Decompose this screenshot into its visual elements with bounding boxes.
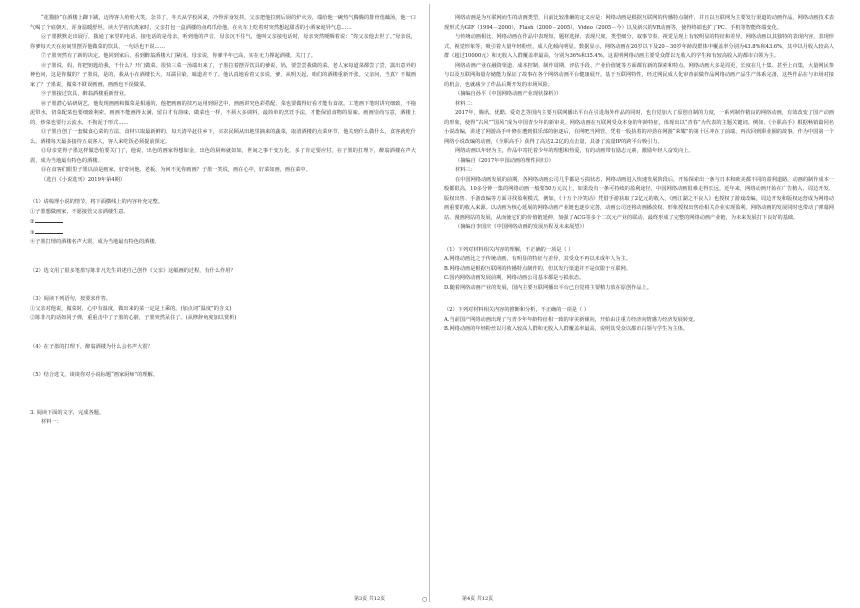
question-5: （5）结合选文，谈谈你对小说标题“画家厨师”的理解。	[30, 372, 158, 378]
material-paragraph: 网络动画以年轻为主，作品中寄托着少年的理想和热爱，有的动画带有励志元素，激励年轻人奋发向上。	[455, 148, 694, 154]
material-source: （摘编自孙平《中国网络动画产业现状探析》）	[455, 91, 562, 97]
material-paragraph: 与传统动画相比，网络动画在作品中表现短，题材选择、表现尺度、类型细分，叙事节奏、视觉呈现上有较明显的特征和差异。网络动画以其独特的表现内容，表现形式，视觉形象等，吸引着大量年轻粉丝，成人化倾向明显。数据显示，网络动画在20岁以下及20－30岁年龄段群体中覆盖率分别为43.8%和43.6%，其中以月收入较高人群（超过10000元）和无收入人群覆盖率最高，分别为36%和35.4%。这说明网络动画主要受众群以无收入的学生和有较高收入的都市白领为主。	[444, 34, 834, 59]
right-page	[430, 0, 860, 608]
question-3-item: ①父亲对他说，做菜时，心中有温度，做出来的菜一定是上乘的。(加点词“温度”的含义)	[30, 305, 232, 312]
mc-option: B.网络动画的年轻粉丝以月收入较高人群和无收入人群覆盖率最高，说明其受众以都市白领与学生为主体。	[444, 326, 689, 332]
material-source: （摘编自李国庆《中国网络动画的发展历程及未来展望》）	[455, 224, 588, 230]
question-2: （2）选文用了很多笔墨写陈非凡先生讲述自己创作《父亲》这幅画的过程，有什么作用？	[30, 267, 236, 274]
question-1: （1）请梳理小说的情节，将下面横线上的内容补充完整。	[30, 199, 163, 205]
material-3-label: 材料三：	[455, 167, 476, 173]
question-4: （4）在子墨的打理下，醉翁酒楼为什么会名声大震？	[30, 343, 153, 350]
page-number-right: 第4页 共12页	[462, 596, 494, 602]
story-paragraph: ⑨子墨接过饮具，醉翁酒楼重新营业。	[41, 91, 130, 97]
material-paragraph: 2017年，腾讯、优酷、爱奇艺等国内主要互联网播出平台在引进海外作品的同时，也自觉加大了原创自制的力度，一系列制作精良的网络动画，有效改变了国产动画的形象，使得“古风”“国风”成为中国青少年的新审美。网络动画在互联网受众本身的年龄特征，体现出以“青春”为代表的主题关键词。例如，《全职高手》根据畅销篇同名小说改编，讲述了网游高手叶修在遭到俱乐部的驱逐后，在网吧当网管，凭着一股执着的冲劲在网游“荣耀”的第十区冲在了前端，再次回到职业圈的故事。作为中国第一个网络小说改编的动画，《全职高手》获得了高达2.2亿的点击量，具备了流量IP的跨平台吸引力。	[444, 110, 834, 145]
answer-blank-label: ③	[30, 229, 35, 236]
question-3-item: ②陈非凡的话如同子弹，重重击中了子墨的心脏，子墨突然呆住了。(从修辞角度加以赏析)	[30, 315, 237, 321]
mc-question-2: （2）下列对材料相关内容的推断和分析，不正确的一项是（ ）	[444, 307, 590, 313]
page-number-left: 第3页 共12页	[354, 596, 386, 602]
mc-option: A.网络动画比之于传统动画，有明显的特征与差异，其受众不再以未成年人为主。	[444, 256, 631, 262]
mc-question-1: （1）下列对材料相关内容的理解，不正确的一项是（ ）	[444, 246, 574, 253]
story-source: （选自《小说选刊》2019年第4期）	[41, 176, 125, 183]
answer-line: ④子墨打理的酒楼名声大震，成为当地最有特色的酒楼。	[30, 239, 160, 245]
question-3-heading: 3. 阅读下面的文字，完成各题。	[30, 409, 105, 416]
story-paragraph: ⑧子墨说，妈，你把钥匙给我，干什么？开门做菜。很快三菜一汤端出来了，子墨拉着摆弄饮具的爹说，妈，要尝尝我做的菜。老人家每道菜都尝了尝，露出意外的神色问，这是你做的？子墨说，是的，我从小在酒楼长大，耳濡目染，味道差不了。他认真地看着父亲说，爹，从明天起，咱们的酒楼重新开张。父亲问，当真？不做画家了？子墨说，做菜不耽误画画，画画也不误做菜。	[30, 62, 416, 88]
story-paragraph: ⑦子墨突然有了新的决定。他回到家后，看到醉翁酒楼大门紧闭。母亲说，你爹半年已高，实在无力撑起酒楼，关门了。	[41, 53, 316, 59]
mc-option: C.国内网络动画发展前期，网络动画公司基本都是亏损状态。	[444, 275, 585, 281]
answer-blank[interactable]	[35, 228, 63, 234]
mc-option: B.网络动画是根据互联网的传播特点制作的，但其发行渠道并不是仅限于互联网。	[444, 265, 632, 272]
material-2-label: 材料二：	[455, 100, 476, 107]
story-paragraph: “花猫脸”在酒楼上蹿下跳，迈得客人哈哈大笑。念书了，冬天从学校回来，冷得浑身发抖，父亲把他拉到后厨的炉火旁，端给他一碗热气腾腾的排骨莲藕汤，他一口气喝了个底朝天，浑身温暖舒坦。读大学初次离家时，父亲打包一盒酒楼的卤鸡爪给他，在火车上吃着时突然想起甜香的小酒家诡异气息……	[30, 15, 416, 31]
material-source: （摘编自《2017年中国动画的理性回归》）	[455, 157, 554, 164]
answer-blank-label: ②	[30, 219, 35, 225]
mc-option: A.当前国产网络动画出现了与青少年年龄特征相一致的审美新倾向，开始由注重力经济向情感力经济发展转变。	[444, 316, 699, 323]
answer-blank[interactable]	[35, 217, 63, 223]
mc-option: D.随着网络动画产业的发展，国内主要互联网播出平台已自觉将主要精力放在原创作品上。	[444, 284, 652, 291]
story-paragraph: ⑫母亲觉得子墨这样做恐怕要关门了，他说，出色的画家得想如金，出色的厨师就如如，世间之事千变万化，多了肯定要应付。在子墨的打理下，醉翁酒楼在声大震，成为当地最有特色的酒楼。	[30, 148, 416, 164]
story-paragraph: ⑬在食客们眼里子墨以前是画家，好奇问他，老板，为何不见你画画？子墨一笑说，画在心中，好菜如画，画在菜中。	[41, 167, 311, 173]
story-paragraph: ⑪子墨自创了一套做食心菜的方法，食材只取最新鲜的，每天清早赶往乡下，买农民顾从田地里摘来的蔬菜，取清酒楼的点菜环节，他关到什么做什么，食客就吃什么。酒楼每天最多接待五桌客人，客人来吃饭必须提前预定。	[30, 129, 416, 145]
material-paragraph: 网络动画是为互联网而生的动画类型，目前比较准确的定义应是：网络动画是根据互联网的传播特点制作，并且以互联网为主要发行渠道的动画作品。网络动画技术表现形式为GIF（1994－2000），Flash（2000－2005），Video（2005－今）以及新兴的VR动画等，使得终端也扩了PC、手机等智能终端变化。	[444, 15, 834, 31]
story-paragraph: ⑩子墨潜心钻研厨艺，他发现画画和做菜是相通的，他把画画的技巧运用到厨艺中，画画讲究色彩搭配，菜也要做得好看才能有食欲。工笔画下笔时讲究细致，不拖泥带水，切菜配菜也要细致利索。画画不能画得太满，留白才有韵味，做菜也一样，不须大多调料，最简单的烹饪手法，才能保留食物的原味。画画崇尚写意，酒楼上的，炒菜也要行云流水，不拘泥于形式……	[30, 100, 416, 126]
story-paragraph: ⑥子墨默默走出展厅，拨通了家里的电话。接电话的是母亲，听到他的声音，母亲沉不住气，他叫父亲接电话时，母亲突然哽咽着说：“你父亲他去世了。”母亲说，你爹每天天在房间里摆弄他做菜的饮具，一句话也不说……	[30, 34, 416, 50]
answer-line	[30, 228, 416, 239]
material-1-label: 材料一：	[41, 419, 62, 425]
material-paragraph: 网络动画产业在融资渠道、成本控制、制作周期、评估手段、产业价值链等方面都有新的探索和特点。网络动画大多是周更，长度在几十集、甚至上百集，大量网民参与以及互联网海量存储能力保证了故事在各个网络动画平台健康展开。基于互联网特性，经过网民成人化审查前做作品网络动画产品生产体系完备，这些作品在与市场对接的机会，也就减少了作品后期开发的市场风险。	[444, 62, 834, 88]
material-paragraph: 在中国网络动画发展的前期，各网络动画公司几乎都是亏损状态，网络动画进入快速发展阶段后，开始探索出一条与日本和欧美都不同的盈利道路。动画的制作成本一般都很高，10多分钟一集的网络动画一般要50万元以上，如果没有一条可持续的盈利途径，中国网络动画很难走得长远。近年来，网络动画开始在广告植入、周边开发、版权出售、手游改编等方面寻找盈利模式，例如，《十万个冷笑话》凭借手游获取了2亿元的收入，《画江湖之不良人》也授权了游戏改编。周边开发和版权运营成为网络动画重要的收入来源。以动画为核心延展的网络动画产业链也逐步完善，动画公司还将动画播放权、形象授权出售给相关企业实现盈利。网络动画的发展同时也带动了弹幕网站、漫画网站的发展，从而使它们的价值链延伸，加强了ACG等多个二次元产业的联动，最终形成了完整的网络动画产业链，为未来发展打下良好的基础。	[444, 176, 834, 221]
answer-line	[30, 217, 416, 228]
question-3: （3）阅读下列语句，按要求作答。	[30, 296, 112, 302]
answer-line: ①子墨想做画家，不愿接管父亲酒楼生意。	[30, 208, 129, 215]
binding-circle-icon: ○	[422, 596, 428, 603]
